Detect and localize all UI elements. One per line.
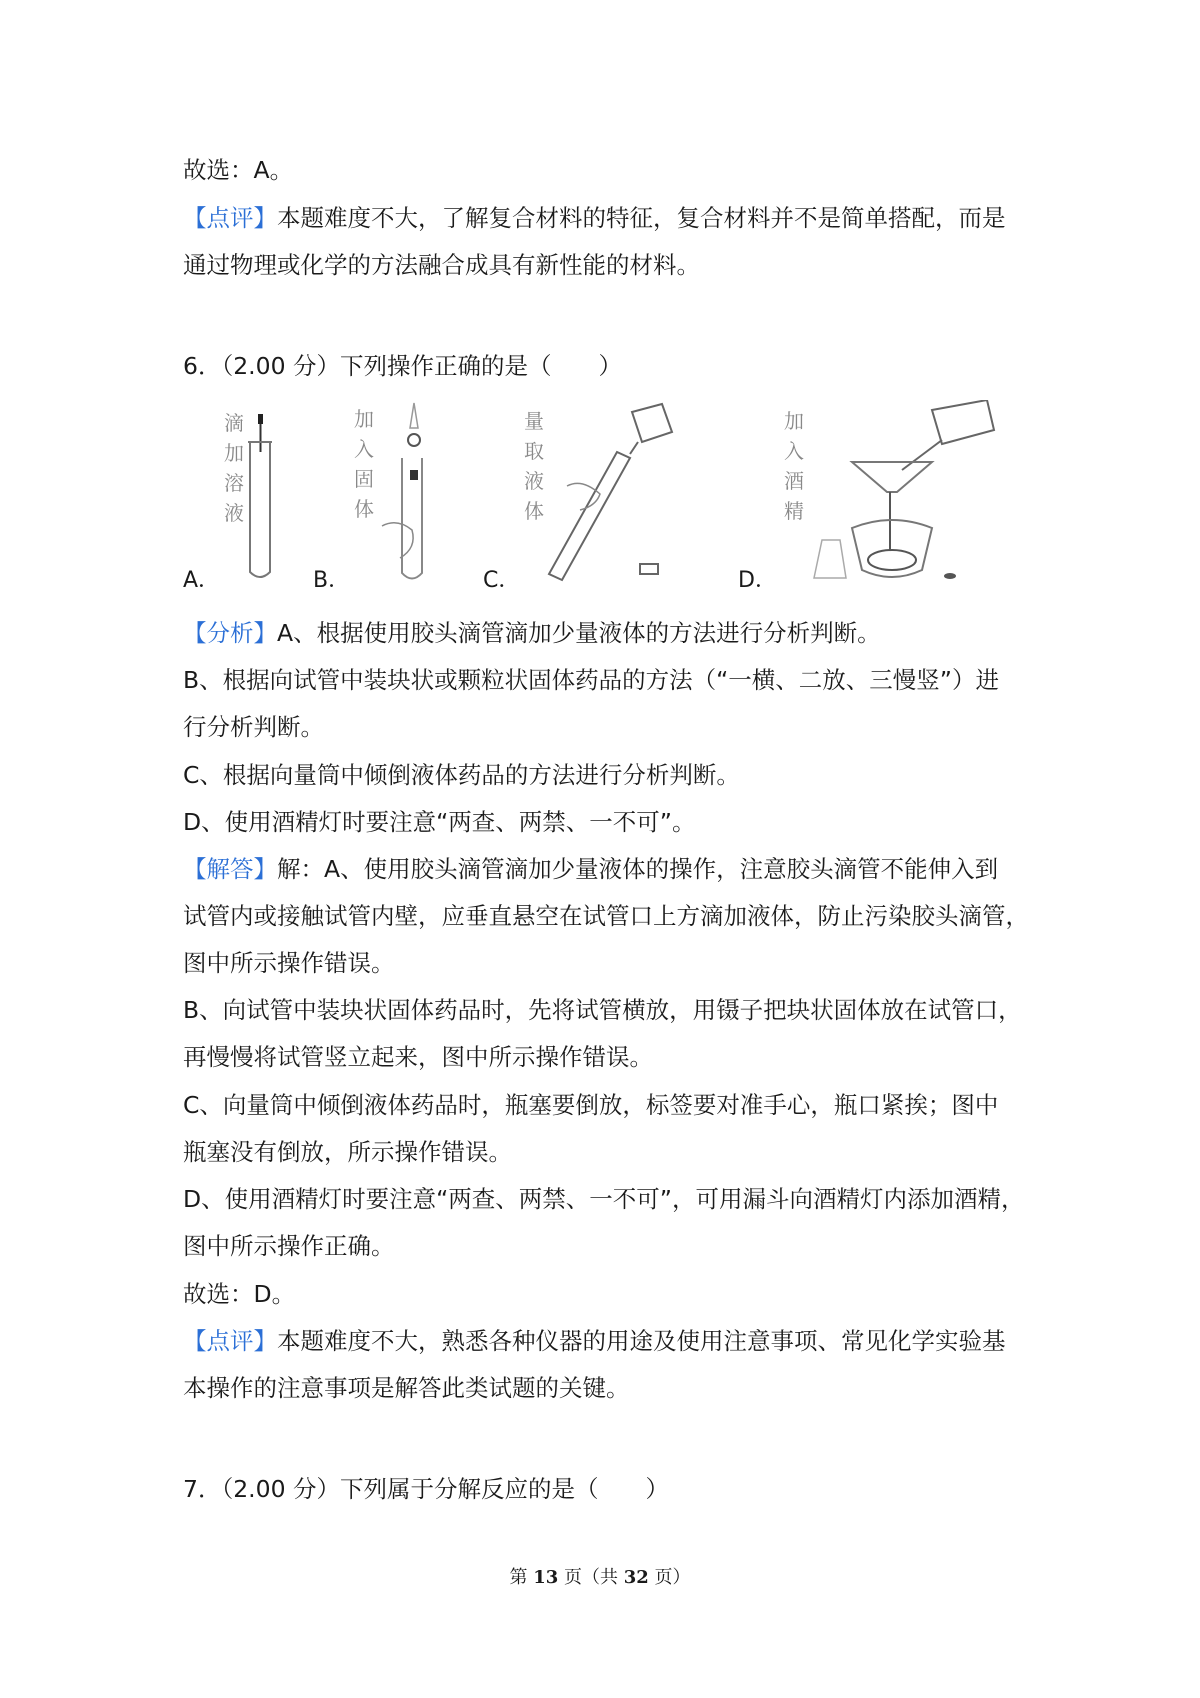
q7-stem: 7．（2.00 分）下列属于分解反应的是（ ） [183, 1475, 669, 1503]
caption-a-2: 溶 [224, 471, 244, 495]
caption-c-3: 体 [524, 499, 544, 523]
analysis-line-3: C、根据向量筒中倾倒液体药品的方法进行分析判断。 [183, 761, 740, 789]
figure-c-cylinder [522, 402, 692, 588]
q5-review-line1 [183, 202, 1006, 234]
option-a-label: A． [183, 568, 221, 593]
answer-line-4: 再慢慢将试管竖立起来，图中所示操作错误。 [183, 1043, 653, 1071]
review-tag: 【点评】 [183, 204, 277, 232]
option-c-label: C． [483, 568, 521, 593]
figure-d-alcohol-lamp [782, 400, 1002, 590]
caption-b-0: 加 [354, 407, 374, 431]
footer-page-number: 13 [533, 1567, 559, 1588]
analysis-tag: 【分析】 [183, 619, 277, 647]
analysis-line-0 [183, 617, 881, 649]
q5-review-line2: 通过物理或化学的方法融合成具有新性能的材料。 [183, 251, 700, 279]
footer-prefix: 第 [509, 1567, 528, 1588]
caption-d-1: 入 [784, 439, 804, 463]
caption-b-3: 体 [354, 497, 374, 521]
analysis-text: A、根据使用胶头滴管滴加少量液体的方法进行分析判断。 [277, 619, 881, 647]
figure-a-dropper [222, 402, 292, 582]
q6-stem: 6．（2.00 分）下列操作正确的是（ ） [183, 352, 622, 380]
answer-line-3: B、向试管中装块状固体药品时，先将试管横放，用镊子把块状固体放在试管口， [183, 996, 1022, 1024]
footer-total-pages: 32 [623, 1567, 649, 1588]
caption-a-1: 加 [224, 441, 244, 465]
q5-choice: 故选：A。 [183, 156, 294, 184]
caption-a-3: 液 [224, 501, 244, 525]
footer-middle: 页（共 [564, 1567, 618, 1588]
analysis-line-1: B、根据向试管中装块状或颗粒状固体药品的方法（“一横、二放、三慢竖”）进 [183, 666, 999, 694]
q6-review-line1 [183, 1325, 1006, 1357]
answer-text: 解：A、使用胶头滴管滴加少量液体的操作，注意胶头滴管不能伸入到 [277, 855, 999, 883]
caption-a-0: 滴 [224, 411, 244, 435]
answer-line-1: 试管内或接触试管内壁，应垂直悬空在试管口上方滴加液体，防止污染胶头滴管， [183, 902, 1029, 930]
answer-line-8: 图中所示操作正确。 [183, 1232, 395, 1260]
answer-line-6: 瓶塞没有倒放，所示操作错误。 [183, 1138, 512, 1166]
option-d-label: D． [738, 568, 777, 593]
answer-tag: 【解答】 [183, 855, 277, 883]
analysis-line-4: D、使用酒精灯时要注意“两查、两禁、一不可”。 [183, 808, 696, 836]
page-footer [0, 1565, 1200, 1591]
q6-choice: 故选：D。 [183, 1280, 296, 1308]
figure-b-solid [352, 398, 442, 584]
answer-line-0 [183, 853, 998, 885]
answer-line-7: D、使用酒精灯时要注意“两查、两禁、一不可”，可用漏斗向酒精灯内添加酒精， [183, 1185, 1025, 1213]
option-b-label: B． [313, 568, 351, 593]
caption-c-2: 液 [524, 469, 544, 493]
caption-d-3: 精 [784, 499, 804, 523]
analysis-line-2: 行分析判断。 [183, 713, 324, 741]
caption-d-2: 酒 [784, 469, 804, 493]
caption-d-0: 加 [784, 409, 804, 433]
caption-c-0: 量 [524, 409, 544, 433]
q6-review-line2: 本操作的注意事项是解答此类试题的关键。 [183, 1374, 630, 1402]
caption-c-1: 取 [524, 439, 544, 463]
review-text: 本题难度不大，熟悉各种仪器的用途及使用注意事项、常见化学实验基 [277, 1327, 1006, 1355]
review-tag: 【点评】 [183, 1327, 277, 1355]
caption-b-2: 固 [354, 467, 374, 491]
review-text: 本题难度不大，了解复合材料的特征，复合材料并不是简单搭配，而是 [277, 204, 1006, 232]
answer-line-2: 图中所示操作错误。 [183, 949, 395, 977]
answer-line-5: C、向量筒中倾倒液体药品时，瓶塞要倒放，标签要对准手心，瓶口紧挨；图中 [183, 1091, 999, 1119]
caption-b-1: 入 [354, 437, 374, 461]
footer-suffix: 页） [654, 1567, 691, 1588]
